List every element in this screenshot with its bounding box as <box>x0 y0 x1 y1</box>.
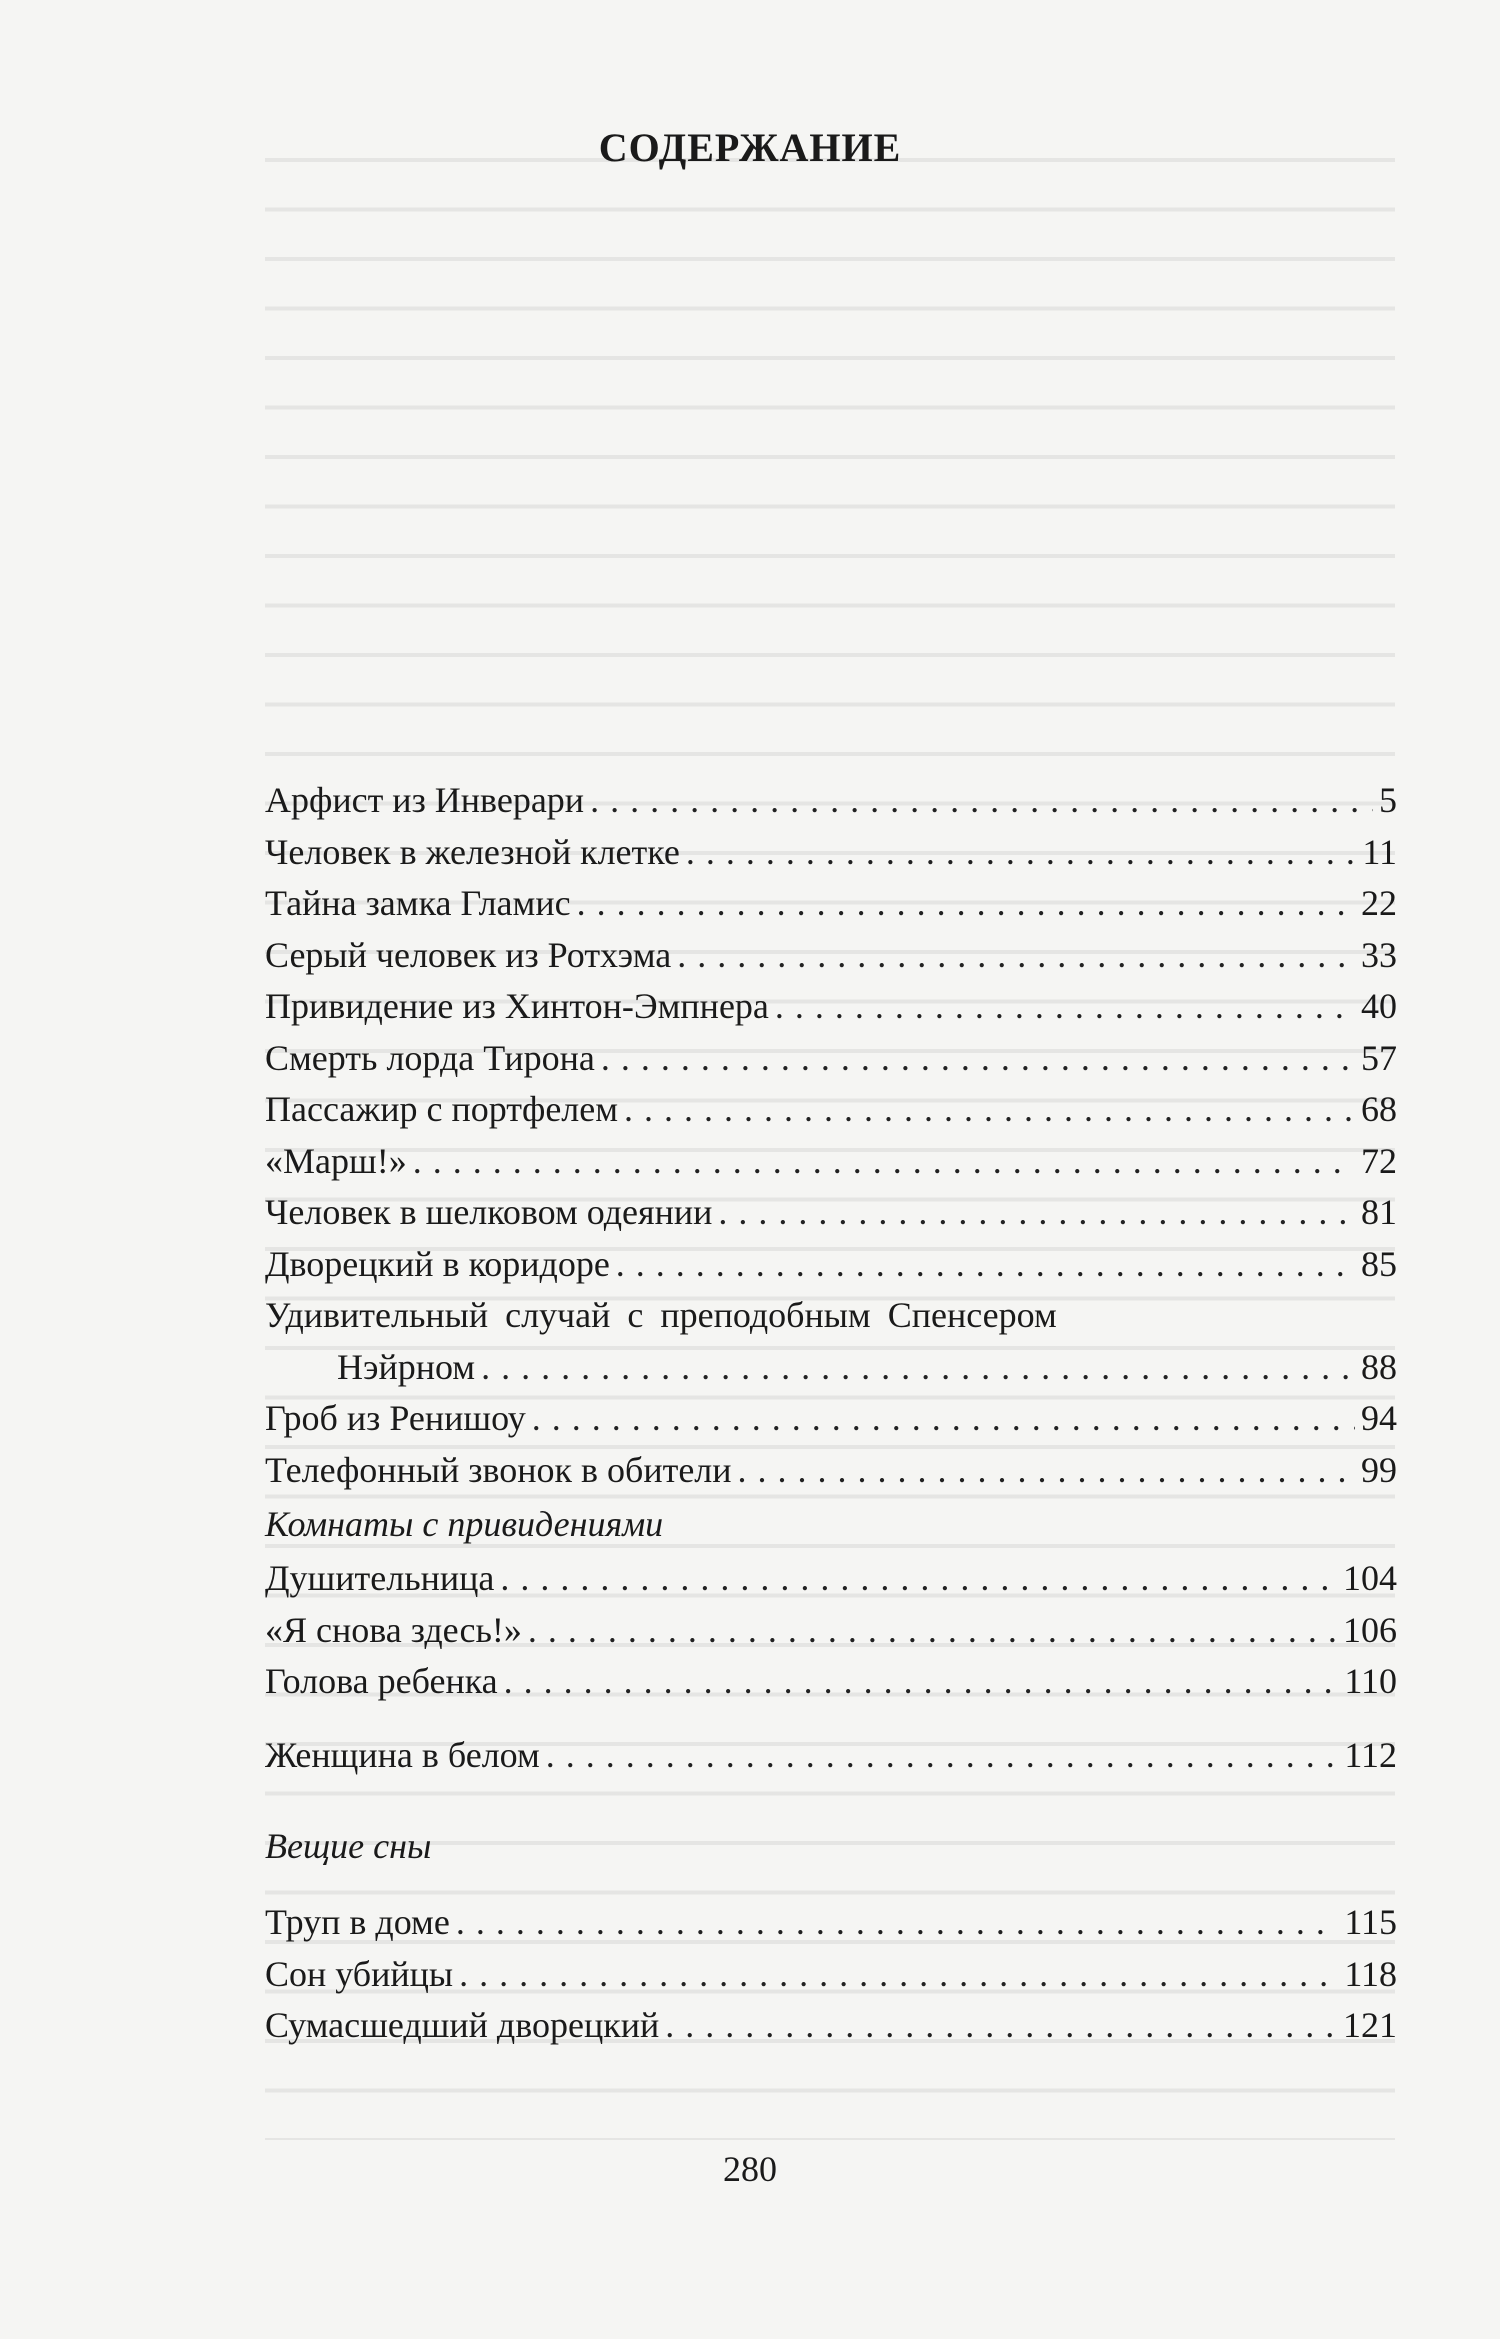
toc-entry-page: 88 <box>1361 1346 1397 1387</box>
leader-dots <box>686 827 1356 879</box>
leader-dots <box>775 981 1355 1033</box>
toc-entry[interactable] <box>265 1393 1397 1445</box>
toc-entry-title-line2-row <box>265 1342 1397 1394</box>
toc-entry-title: Привидение из Хинтон-Эмпнера <box>265 986 769 1026</box>
section-heading-dreams: Вещие сны <box>265 1826 432 1866</box>
toc-entry-page: 104 <box>1343 1558 1397 1598</box>
toc-entry-title: Дворецкий в коридоре <box>265 1243 610 1284</box>
toc-entry-title: Телефонный звонок в обители <box>265 1449 732 1490</box>
toc-entry-page: 40 <box>1361 986 1397 1026</box>
toc-entry-page: 81 <box>1361 1192 1397 1232</box>
toc-entry-page: 112 <box>1344 1734 1397 1775</box>
toc-entry-title: Сумасшедший дворецкий <box>265 2005 660 2045</box>
toc-entry-page: 33 <box>1361 934 1397 975</box>
page-title: СОДЕРЖАНИЕ <box>598 125 902 170</box>
toc-entry-title: Пассажир с портфелем <box>265 1089 619 1129</box>
toc-entry-page: 115 <box>1344 1902 1397 1942</box>
toc-entry-title: «Я снова здесь!» <box>265 1609 522 1650</box>
toc-entry-page: 11 <box>1362 831 1397 872</box>
toc-entry[interactable] <box>265 878 1397 930</box>
toc-entry-title: Душительница <box>265 1558 495 1598</box>
toc-entry[interactable] <box>265 1136 1397 1188</box>
toc-entry[interactable] <box>265 775 1397 827</box>
toc-entry[interactable] <box>265 827 1397 879</box>
toc-entry-title-line1: Удивительный случай с преподобным Спенсером <box>265 1295 1057 1335</box>
toc-entry[interactable] <box>265 1897 1397 1949</box>
leader-dots <box>528 1605 1337 1657</box>
leader-dots <box>616 1239 1355 1291</box>
toc-entry-page: 118 <box>1344 1953 1397 1994</box>
section-heading-rooms: Комнаты с привидениями <box>265 1504 664 1544</box>
toc-entry-page: 5 <box>1379 780 1397 820</box>
toc-entry-title: «Марш!» <box>265 1140 407 1181</box>
toc-entry-title: Сон убийцы <box>265 1953 454 1994</box>
toc-entry[interactable] <box>265 1033 1397 1085</box>
toc-entry-page: 106 <box>1343 1609 1397 1650</box>
toc-entry[interactable] <box>265 1084 1397 1136</box>
leader-dots <box>546 1730 1339 1782</box>
toc-entry-title: Труп в доме <box>265 1902 450 1942</box>
toc-entry-title-line2: Нэйрном <box>337 1346 476 1387</box>
toc-entry-title: Тайна замка Гламис <box>265 883 571 923</box>
toc-entry[interactable] <box>265 1239 1397 1291</box>
toc-entry[interactable] <box>265 1949 1397 2001</box>
toc-entry-title: Человек в шелковом одеянии <box>265 1192 713 1232</box>
toc-entry-page: 57 <box>1361 1037 1397 1078</box>
leader-dots <box>665 2000 1337 2052</box>
toc-entry-page: 110 <box>1344 1661 1397 1701</box>
toc-entry[interactable] <box>265 1730 1397 1782</box>
leader-dots <box>504 1656 1339 1708</box>
toc-entry-title: Голова ребенка <box>265 1661 498 1701</box>
leader-dots <box>718 1187 1355 1239</box>
toc-entry[interactable] <box>265 930 1397 982</box>
toc-entry-title: Человек в железной клетке <box>265 831 680 872</box>
toc-entry-page: 85 <box>1361 1243 1397 1284</box>
toc-entry[interactable] <box>265 1445 1397 1497</box>
toc-entry-page: 68 <box>1361 1089 1397 1129</box>
toc-entry-two-line[interactable] <box>265 1290 1397 1393</box>
leader-dots <box>532 1393 1355 1445</box>
leader-dots <box>413 1136 1355 1188</box>
leader-dots <box>601 1033 1355 1085</box>
toc-entry-page: 99 <box>1361 1449 1397 1490</box>
leader-dots <box>456 1897 1339 1949</box>
leader-dots <box>677 930 1355 982</box>
toc-entry-page: 72 <box>1361 1140 1397 1181</box>
leader-dots <box>459 1949 1338 2001</box>
leader-dots <box>590 775 1373 827</box>
toc-entry-page: 94 <box>1361 1398 1397 1438</box>
toc-entry-title: Серый человек из Ротхэма <box>265 934 672 975</box>
leader-dots <box>624 1084 1355 1136</box>
toc-entry[interactable] <box>265 1605 1397 1657</box>
toc-entry[interactable] <box>265 1553 1397 1605</box>
toc-entry-title: Смерть лорда Тирона <box>265 1037 595 1078</box>
toc-entry[interactable] <box>265 2000 1397 2052</box>
toc-entry-page: 121 <box>1343 2005 1397 2045</box>
toc-entry[interactable] <box>265 1187 1397 1239</box>
leader-dots <box>738 1445 1355 1497</box>
toc-entry-title: Женщина в белом <box>265 1734 540 1775</box>
toc-entry-title: Гроб из Ренишоу <box>265 1398 526 1438</box>
toc-entry[interactable] <box>265 1656 1397 1708</box>
page-number: 280 <box>723 2149 777 2189</box>
leader-dots <box>577 878 1355 930</box>
leader-dots <box>500 1553 1337 1605</box>
toc-entry-page: 22 <box>1361 883 1397 923</box>
toc-entry-title: Арфист из Инверари <box>265 780 585 820</box>
table-of-contents <box>265 775 1397 2052</box>
toc-entry[interactable] <box>265 981 1397 1033</box>
leader-dots <box>481 1342 1355 1394</box>
